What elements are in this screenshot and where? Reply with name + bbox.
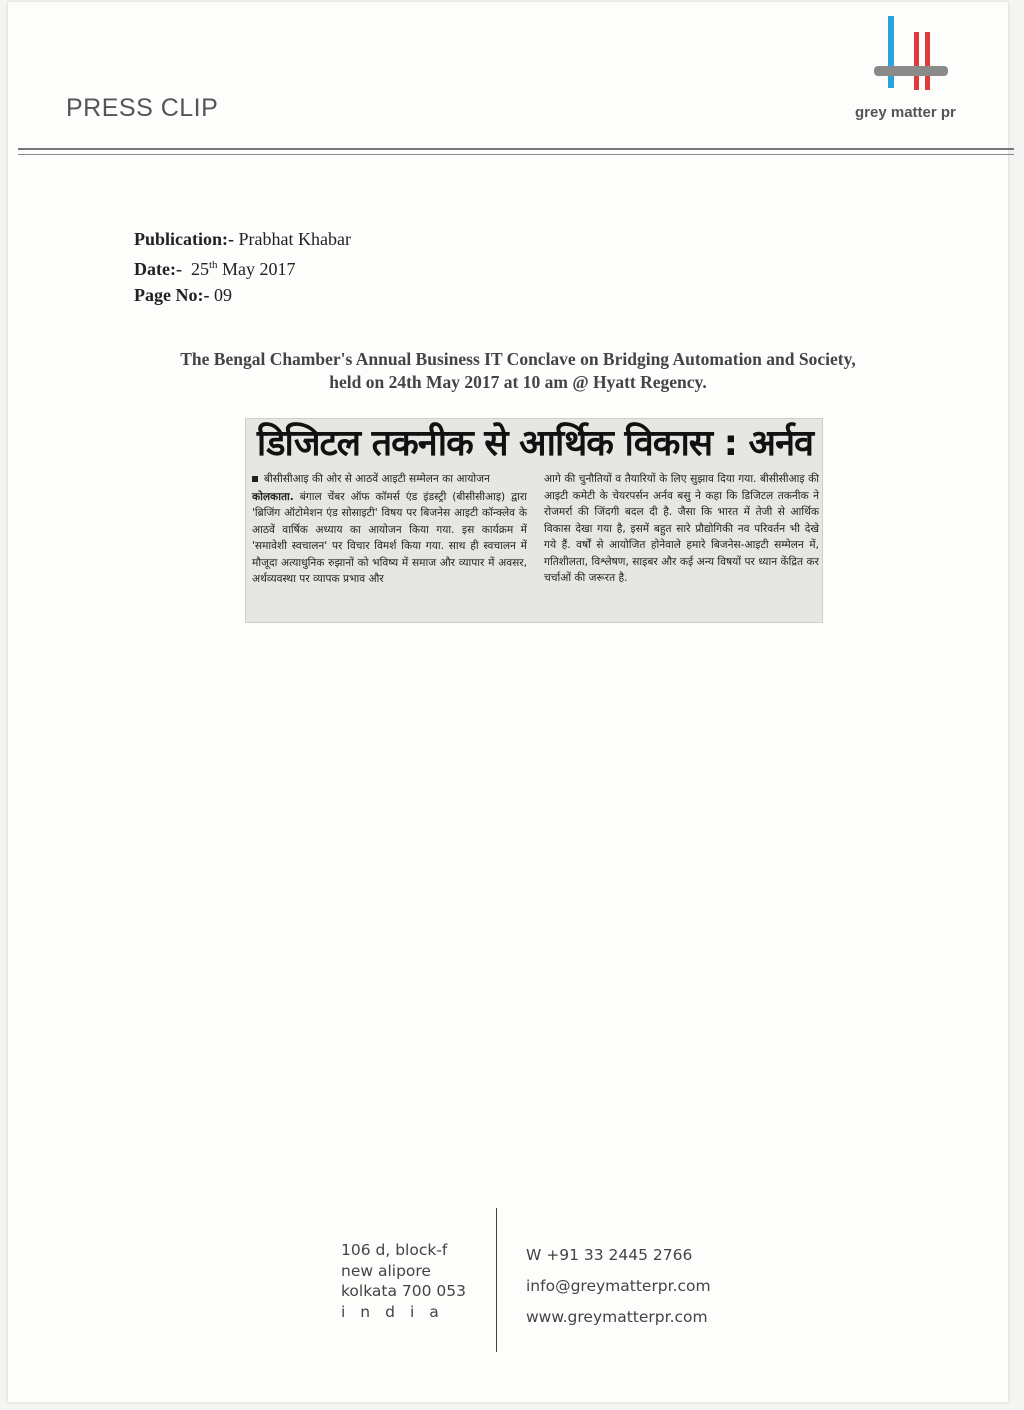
- clipping-headline: डिजिटल तकनीक से आर्थिक विकास : अर्नव: [256, 423, 814, 464]
- date-rest: May 2017: [222, 259, 296, 279]
- clipping-column-left: [252, 471, 527, 588]
- footer-divider: [496, 1208, 497, 1352]
- logo-text: grey matter pr: [855, 104, 956, 121]
- footer-phone: W +91 33 2445 2766: [526, 1246, 693, 1264]
- address-line: new alipore: [341, 1261, 431, 1280]
- publication-meta: [134, 226, 351, 308]
- press-clip-sheet: [8, 2, 1008, 1402]
- page-value: 09: [213, 285, 232, 305]
- page-title: PRESS CLIP: [66, 94, 219, 122]
- clipping-right-body: आगे की चुनौतियों व तैयारियों के लिए सुझाव दिया गया. बीसीसीआइ की आइटी कमेटी के चेयरपर्सन अर्नव बसु ने कहा कि डिजिटल तकनीक ने रोजमर्रा की जिंदगी बदल दी है. जैसा कि भारत में तेजी से आर्थिक विकास देखा गया है, इसमें बहुत सारे प्रौद्योगिकी नव परिवर्तन भी देखे गये हैं. वर्षों से आयोजित होनेवाले हमारे बिजनेस-आइटी सम्मेलन में, गतिशीलता, विश्लेषण, साइबर और कई अन्य विषयों पर ध्यान केंद्रित कर चर्चाओं की जरूरत है.: [544, 473, 819, 584]
- bullet-square-icon: [252, 476, 258, 482]
- footer-email[interactable]: info@greymatterpr.com: [526, 1277, 711, 1295]
- footer-website[interactable]: www.greymatterpr.com: [526, 1308, 708, 1326]
- company-logo: [848, 16, 978, 126]
- caption-line-2: held on 24th May 2017 at 10 am @ Hyatt Regency.: [329, 372, 707, 392]
- clipping-column-right: [544, 471, 819, 587]
- caption-line-1: The Bengal Chamber's Annual Business IT Conclave on Bridging Automation and Society,: [180, 349, 856, 369]
- clipping-subhead-text: बीसीसीआइ की ओर से आठवें आइटी सम्मेलन का आयोजन: [264, 473, 490, 485]
- date-line: [134, 252, 351, 282]
- publication-value: Prabhat Khabar: [238, 229, 351, 249]
- date-label: Date:-: [134, 259, 182, 279]
- publication-line: [134, 226, 351, 252]
- footer-contact: [526, 1240, 711, 1333]
- header-rule-thin: [18, 154, 1014, 155]
- publication-label: Publication:-: [134, 229, 235, 249]
- address-line: india: [341, 1302, 454, 1321]
- logo-mark-icon: [872, 16, 952, 96]
- footer-address: [341, 1240, 466, 1322]
- page-label: Page No:-: [134, 285, 210, 305]
- clipping-left-body: बंगाल चेंबर ऑफ कॉमर्स एंड इंडस्ट्री (बीसीसीआइ) द्वारा 'ब्रिजिंग ऑटोमेशन एंड सोसाइटी' विषय पर बिजनेस आइटी कॉन्क्लेव के आठवें वार्षिक अध्याय का आयोजन किया गया. इस कार्यक्रम में 'समावेशी स्वचालन' पर विचार विमर्श किया गया. साथ ही स्वचालन में मौजूदा अत्याधुनिक रुझानों को भविष्य में समाज और व्यापार में अवसर, अर्थव्यवस्था पर व्यापक प्रभाव और: [252, 490, 527, 585]
- event-caption: [108, 348, 928, 394]
- clipping-subhead: [252, 471, 527, 488]
- address-line: kolkata 700 053: [341, 1282, 467, 1300]
- date-day: 25: [190, 259, 209, 279]
- newspaper-clipping: [245, 418, 823, 623]
- page-line: [134, 282, 351, 308]
- clipping-dateline: कोलकाता.: [252, 490, 294, 503]
- header-rule: [18, 148, 1014, 150]
- date-suffix: th: [208, 259, 218, 271]
- address-line: 106 d, block-f: [341, 1241, 448, 1259]
